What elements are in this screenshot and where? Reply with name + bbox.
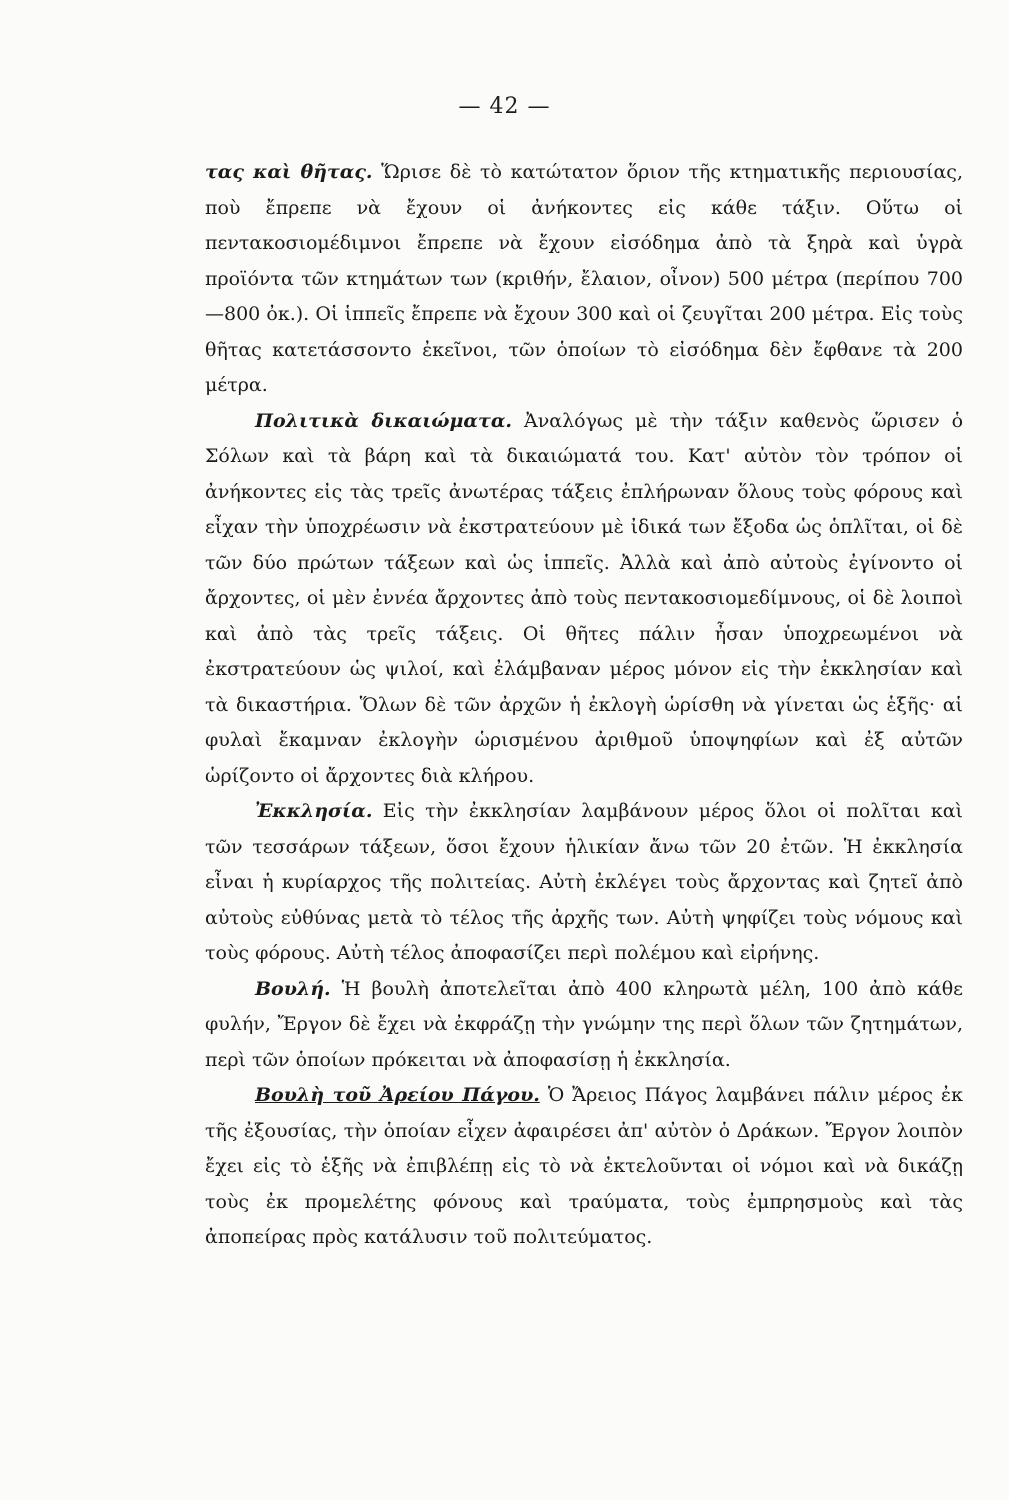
page-number: — 42 — (458, 94, 551, 119)
paragraph-political-rights (205, 404, 963, 795)
paragraph-text: Ὁ Ἄρειος Πάγος λαμβάνει πάλιν μέρος ἐκ τῆς ἐξουσίας, τὴν ὁποίαν εἶχεν ἀφαιρέσει ἀπ' αὐτὸν ὁ Δράκων. Ἔργον λοιπὸν ἔχει εἰς τὸ ἑξῆς νὰ ἐπιβλέπῃ εἰς τὸ νὰ ἐκτελοῦνται οἱ νόμοι καὶ νὰ δικάζῃ τοὺς ἐκ προμελέτης φόνους καὶ τραύματα, τοὺς ἐμπρησμοὺς καὶ τὰς ἀποπείρας πρὸς κατάλυσιν τοῦ πολιτεύματος. (205, 1084, 963, 1248)
paragraph-assembly (205, 794, 963, 972)
paragraph-text: Ὥρισε δὲ τὸ κατώτατον ὅριον τῆς κτηματικῆς περιουσίας, ποὺ ἔπρεπε νὰ ἔχουν οἱ ἀνήκοντες εἰς κάθε τάξιν. Οὕτω οἱ πεντακοσιομέδιμνοι ἔπρεπε νὰ ἔχουν εἰσόδημα ἀπὸ τὰ ξηρὰ καὶ ὑγρὰ προϊόντα τῶν κτημάτων των (κριθήν, ἔλαιον, οἶνον) 500 μέτρα (περίπου 700—800 ὀκ.). Οἱ ἱππεῖς ἔπρεπε νὰ ἔχουν 300 καὶ οἱ ζευγῖται 200 μέτρα. Εἰς τοὺς θῆτας κατετάσσοντο ἐκεῖνοι, τῶν ὁποίων τὸ εἰσόδημα δὲν ἔφθανε τὰ 200 μέτρα. (205, 161, 963, 396)
section-heading-council: Βουλή. (255, 977, 331, 1000)
paragraph-council (205, 972, 963, 1079)
section-heading-areopagus: Βουλὴ τοῦ Ἀρείου Πάγου. (255, 1084, 540, 1106)
paragraph-areopagus (205, 1078, 963, 1256)
paragraph-text: Εἰς τὴν ἐκκλησίαν λαμβάνουν μέρος ὅλοι οἱ πολῖται καὶ τῶν τεσσάρων τάξεων, ὅσοι ἔχουν ἡλικίαν ἄνω τῶν 20 ἐτῶν. Ἡ ἐκκλησία εἶναι ἡ κυρίαρχος τῆς πολιτείας. Αὐτὴ ἐκλέγει τοὺς ἄρχοντας καὶ ζητεῖ ἀπὸ αὐτοὺς εὐθύνας μετὰ τὸ τέλος τῆς ἀρχῆς των. Αὐτὴ ψηφίζει τοὺς νόμους καὶ τοὺς φόρους. Αὐτὴ τέλος ἀποφασίζει περὶ πολέμου καὶ εἰρήνης. (205, 800, 963, 964)
paragraph-property-classes (205, 155, 963, 404)
paragraph-text: Ἡ βουλὴ ἀποτελεῖται ἀπὸ 400 κληρωτὰ μέλη, 100 ἀπὸ κάθε φυλήν, Ἔργον δὲ ἔχει νὰ ἐκφράζῃ τὴν γνώμην της περὶ ὅλων τῶν ζητημάτων, περὶ τῶν ὁποίων πρόκειται νὰ ἀποφασίσῃ ἡ ἐκκλησία. (205, 977, 963, 1071)
paragraph-text: Ἀναλόγως μὲ τὴν τάξιν καθενὸς ὥρισεν ὁ Σόλων καὶ τὰ βάρη καὶ τὰ δικαιώματά του. Κατ' αὐτὸν τὸν τρόπον οἱ ἀνήκοντες εἰς τὰς τρεῖς ἀνωτέρας τάξεις ἐπλήρωναν ὅλους τοὺς φόρους καὶ εἶχαν τὴν ὑποχρέωσιν νὰ ἐκστρατεύουν μὲ ἰδικά των ἔξοδα ὡς ὁπλῖται, οἱ δὲ τῶν δύο πρώτων τάξεων καὶ ὡς ἱππεῖς. Ἀλλὰ καὶ ἀπὸ αὐτοὺς ἐγίνοντο οἱ ἄρχοντες, οἱ μὲν ἐννέα ἄρχοντες ἀπὸ τοὺς πεντακοσιομεδίμνους, οἱ δὲ λοιποὶ καὶ ἀπὸ τὰς τρεῖς τάξεις. Οἱ θῆτες πάλιν ἦσαν ὑποχρεωμένοι νὰ ἐκστρατεύουν ὡς ψιλοί, καὶ ἐλάμβαναν μέρος μόνον εἰς τὴν ἐκκλησίαν καὶ τὰ δικαστήρια. Ὅλων δὲ τῶν ἀρχῶν ἡ ἐκλογὴ ὡρίσθη νὰ γίνεται ὡς ἑξῆς· αἱ φυλαὶ ἔκαμναν ἐκλογὴν ὡρισμένου ἀριθμοῦ ὑποψηφίων καὶ ἐξ αὐτῶν ὡρίζοντο οἱ ἄρχοντες διὰ κλήρου. (205, 409, 964, 787)
section-heading-assembly: Ἐκκλησία. (255, 800, 373, 822)
body-text (205, 155, 963, 1256)
paragraph-lead-word: τας καὶ θῆτας. (205, 161, 373, 183)
section-heading-political-rights: Πολιτικὰ δικαιώματα. (255, 409, 513, 432)
